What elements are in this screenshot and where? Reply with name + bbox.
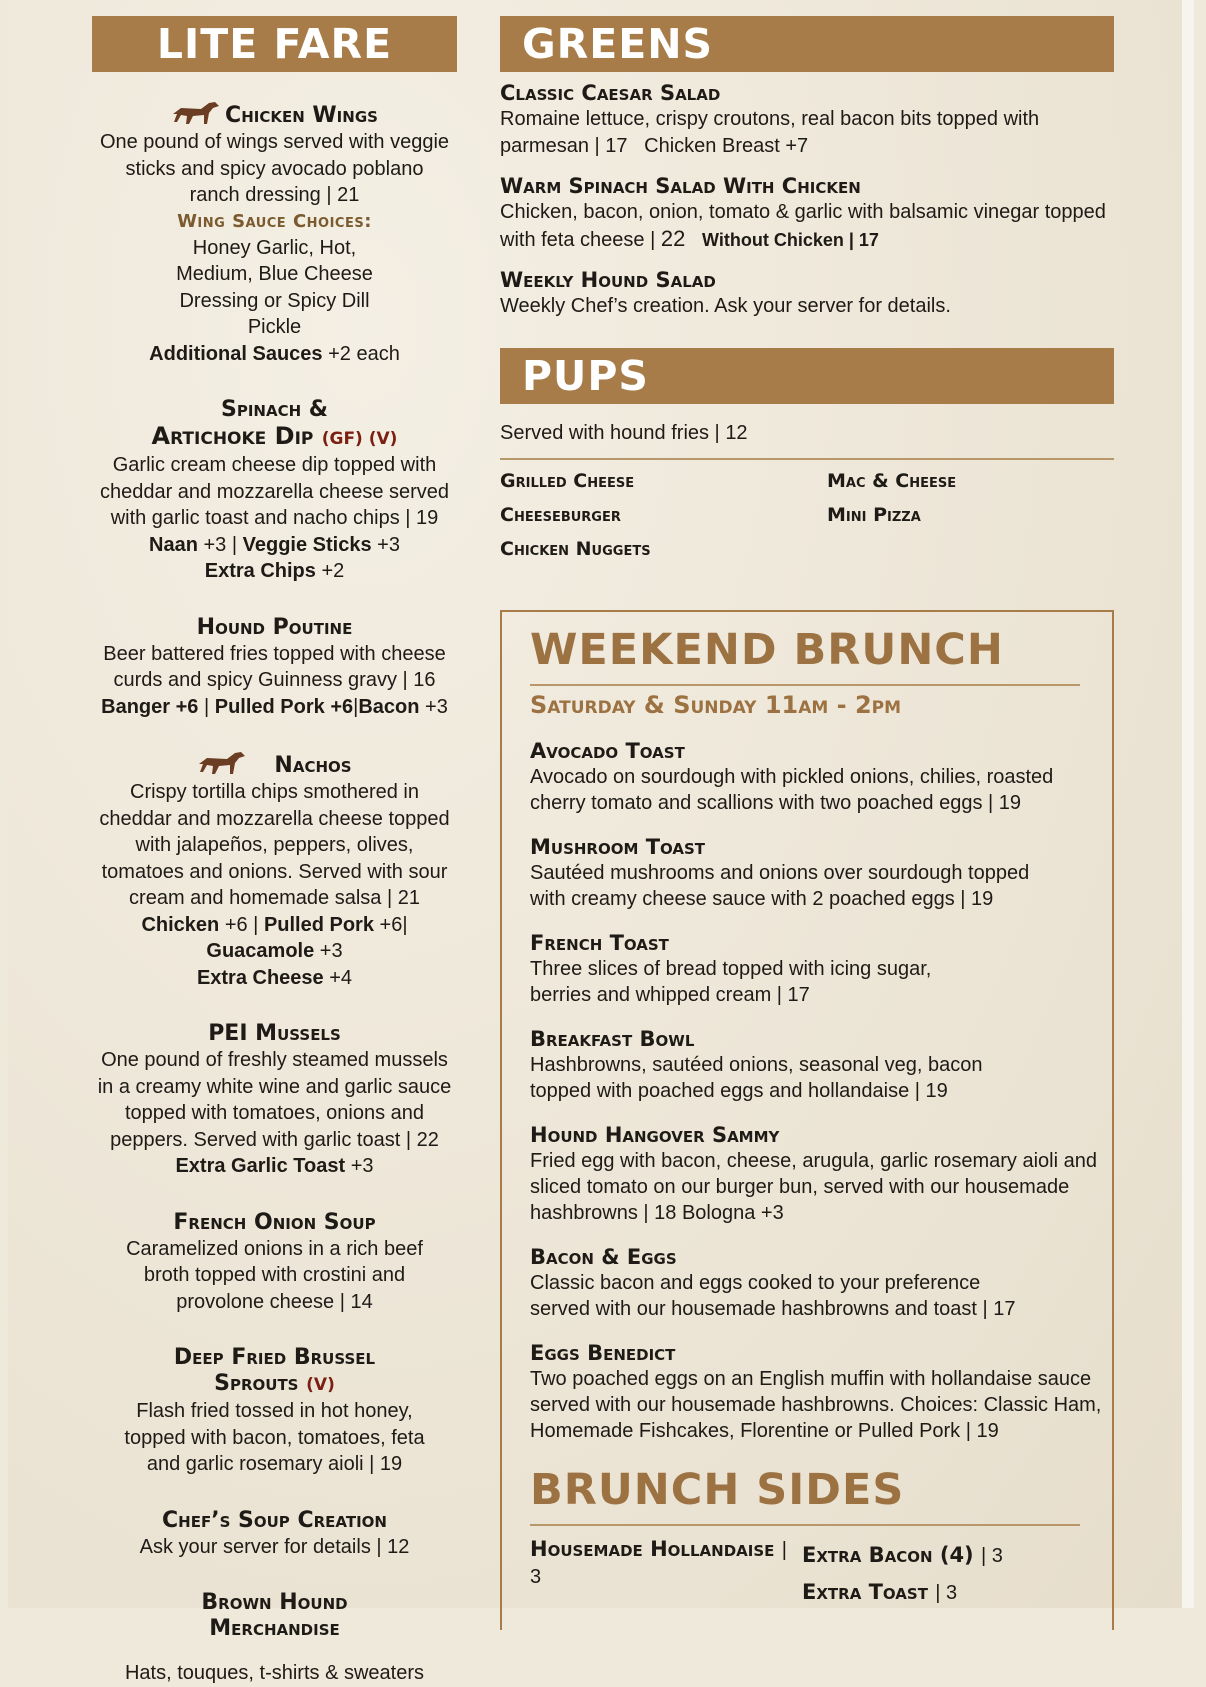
caesar-desc: Romaine lettuce, crispy croutons, real bacon bits topped with parmesan | 17	[500, 108, 1040, 157]
lite-fare-column	[92, 16, 457, 1687]
dog-icon	[197, 750, 247, 776]
garlic-toast-price: +3	[350, 1155, 374, 1177]
nachos-title: Nachos	[274, 753, 352, 778]
brunch-item-desc: Hashbrowns, sautéed onions, seasonal veg, bacon topped with poached eggs and hollandaise | 19	[530, 1054, 983, 1102]
brunch-item-title: Hound Hangover Sammy	[530, 1123, 780, 1147]
garlic-toast-label: Extra Garlic Toast	[175, 1155, 346, 1177]
merch-title-1: Brown Hound	[201, 1590, 348, 1615]
additional-sauces-label: Additional Sauces	[149, 342, 323, 365]
brunch-item	[530, 1122, 1112, 1226]
merch-desc: Hats, touques, t-shirts & sweaters	[124, 1662, 424, 1684]
additional-sauces-price: +2 each	[328, 342, 400, 365]
pulled-pork-label: Pulled Pork	[214, 695, 325, 718]
wing-sauce-heading: Wing Sauce Choices:	[177, 210, 372, 232]
onion-soup-desc: Caramelized onions in a rich beef broth topped with crostini and provolone cheese | 14	[126, 1237, 423, 1313]
brunch-item-desc: Avocado on sourdough with pickled onions, chilies, roasted cherry tomato and scallions with two poached eggs | 19	[530, 766, 1054, 814]
brunch-item-desc: Three slices of bread topped with icing sugar, berries and whipped cream | 17	[530, 958, 932, 1006]
chicken-wings-item	[92, 100, 457, 367]
naan-label: Naan	[149, 533, 198, 556]
brunch-item	[530, 1026, 1112, 1104]
spinach-salad-price: 22	[660, 225, 686, 251]
right-column	[500, 16, 1114, 1604]
pups-item: Grilled Cheese	[500, 469, 635, 492]
caesar-item	[500, 80, 1114, 159]
chicken-wings-desc: One pound of wings served with veggie sticks and spicy avocado poblano ranch dressing | 21	[99, 131, 450, 206]
side-item	[802, 1579, 1080, 1606]
veggie-sticks-price: +3	[377, 533, 400, 556]
soup-creation-title: Chef’s Soup Creation	[162, 1507, 387, 1533]
lite-fare-heading: LITE FARE	[92, 16, 457, 72]
mussels-desc: One pound of freshly steamed mussels in a creamy white wine and garlic sauce topped with tomatoes, onions and peppers. Served with garlic toast | 22	[97, 1049, 452, 1151]
spinach-dip-title-1: Spinach &	[221, 397, 328, 422]
brunch-item-title: Bacon & Eggs	[530, 1245, 677, 1269]
extra-chips-price: +2	[321, 560, 345, 582]
brunch-hours: Saturday & Sunday 11am - 2pm	[530, 691, 902, 719]
nachos-desc: Crispy tortilla chips smothered in cheddar and mozzarella cheese topped with jalapeños, peppers, olives, tomatoes and onions. Served with sour cream and homemade salsa | 21	[99, 781, 450, 909]
brunch-item-title: Eggs Benedict	[530, 1341, 676, 1365]
side-name: Extra Bacon (4)	[802, 1543, 974, 1567]
chicken-addon-price: +6	[224, 913, 248, 936]
side-name: Housemade Hollandaise	[530, 1537, 775, 1561]
extra-cheese-price: +4	[329, 966, 353, 989]
side-price: | 3	[935, 1582, 958, 1604]
mussels-item	[92, 1021, 457, 1180]
extra-chips-label: Extra Chips	[204, 560, 316, 582]
banger-label: Banger	[101, 695, 171, 718]
chicken-wings-title: Chicken Wings	[225, 103, 378, 128]
brussel-desc: Flash fried tossed in hot honey, topped with bacon, tomatoes, feta and garlic rosemary aioli | 19	[124, 1400, 425, 1475]
side-price: | 3	[980, 1545, 1003, 1567]
weekly-salad-title: Weekly Hound Salad	[500, 268, 716, 292]
spinach-dip-desc: Garlic cream cheese dip topped with cheddar and mozzarella cheese served with garlic toast and nacho chips | 19	[99, 454, 450, 529]
page-edge	[1182, 0, 1194, 1608]
bacon-price: +3	[425, 695, 448, 718]
weekly-salad-desc: Weekly Chef’s creation. Ask your server for details.	[500, 295, 951, 317]
without-chicken: Without Chicken | 17	[702, 229, 879, 250]
spinach-salad-desc: Chicken, bacon, onion, tomato & garlic with balsamic vinegar topped with feta cheese |	[500, 201, 1106, 251]
brunch-item-desc: Two poached eggs on an English muffin with hollandaise sauce served with our housemade hashbrowns. Choices: Classic Ham, Homemade Fishcakes, Florentine or Pulled Pork | 19	[530, 1368, 1102, 1442]
pups-intro: Served with hound fries | 12	[500, 420, 1114, 460]
pups-item: Chicken Nuggets	[500, 537, 651, 560]
side-column	[802, 1536, 1080, 1606]
brunch-item-desc: Sautéed mushrooms and onions over sourdough topped with creamy cheese sauce with 2 poached eggs | 19	[530, 862, 1030, 910]
brunch-item	[530, 738, 1112, 816]
veggie-sticks-label: Veggie Sticks	[242, 533, 372, 556]
chicken-addon-label: Chicken	[141, 913, 220, 936]
brunch-item-title: Breakfast Bowl	[530, 1027, 695, 1051]
brunch-item-title: Avocado Toast	[530, 739, 685, 763]
side-item	[802, 1542, 1080, 1569]
banger-price: +6	[175, 695, 199, 718]
brunch-item-desc: Classic bacon and eggs cooked to your preference served with our housemade hashbrowns and toast | 17	[530, 1272, 1016, 1320]
pups-list	[500, 468, 1114, 562]
side-name: Extra Toast	[802, 1580, 928, 1604]
brunch-item	[530, 1244, 1112, 1322]
poutine-item: Hound Poutine Beer battered fries topped with cheese curds and spicy Guinness gravy | 16 Banger +6 | Pulled Pork +6|Bacon +3	[92, 615, 457, 721]
bacon-label: Bacon	[358, 695, 420, 718]
caesar-addon: Chicken Breast +7	[644, 134, 809, 157]
brunch-item-desc: Fried egg with bacon, cheese, arugula, garlic rosemary aioli and sliced tomato on our burger bun, served with our housemade hashbrowns | 18 Bologna +3	[530, 1150, 1097, 1224]
soup-creation-item	[92, 1508, 457, 1561]
brunch-sides-heading: BRUNCH SIDES	[530, 1462, 1080, 1526]
greens-heading: GREENS	[500, 16, 1114, 72]
wing-sauce-list: Honey Garlic, Hot, Medium, Blue Cheese Dressing or Spicy Dill Pickle	[176, 236, 373, 338]
weekly-salad-item	[500, 267, 1114, 320]
side-price: | 3	[530, 1539, 787, 1588]
brunch-item-title: Mushroom Toast	[530, 835, 706, 859]
extra-cheese-label: Extra Cheese	[196, 966, 324, 989]
brunch-heading: WEEKEND BRUNCH	[530, 622, 1080, 686]
poutine-desc: Beer battered fries topped with cheese curds and spicy Guinness gravy | 16	[103, 642, 446, 691]
nachos-pork-label: Pulled Pork	[263, 913, 374, 936]
merch-title-2: Merchandise	[209, 1616, 340, 1641]
pulled-pork-price: +6	[330, 695, 354, 718]
caesar-title: Classic Caesar Salad	[500, 81, 721, 105]
pups-heading: PUPS	[500, 348, 1114, 404]
spinach-dip-item: Spinach & Artichoke Dip (GF) (V) Garlic cream cheese dip topped with cheddar and mozzarella cheese served with garlic toast and nacho chips | 19 Naan +3 | Veggie Sticks +3 Extra Chips +2	[92, 397, 457, 585]
pups-item: Cheeseburger	[500, 503, 621, 526]
pups-item: Mac & Cheese	[827, 469, 957, 492]
nachos-pork-price: +6	[379, 913, 403, 936]
mussels-title: PEI Mussels	[208, 1021, 341, 1046]
brussel-title-1: Deep Fried Brussel	[173, 1345, 376, 1370]
naan-price: +3	[203, 533, 227, 556]
brunch-sides-list	[530, 1536, 1112, 1606]
spinach-salad-title: Warm Spinach Salad With Chicken	[500, 174, 861, 198]
onion-soup-title: French Onion Soup	[173, 1209, 376, 1235]
side-item	[530, 1536, 802, 1606]
pups-item: Mini Pizza	[827, 503, 921, 526]
merch-item	[92, 1590, 457, 1687]
dog-icon	[171, 100, 221, 126]
brussel-tag: (V)	[306, 1375, 335, 1395]
brunch-item-title: French Toast	[530, 931, 669, 955]
spinach-salad-item	[500, 173, 1114, 253]
brunch-item	[530, 834, 1112, 912]
poutine-title: Hound Poutine	[196, 614, 353, 640]
spinach-dip-title-2: Artichoke Dip	[151, 422, 314, 450]
guacamole-label: Guacamole	[206, 940, 315, 962]
onion-soup-item	[92, 1210, 457, 1316]
guacamole-price: +3	[319, 940, 343, 962]
brunch-item	[530, 930, 1112, 1008]
nachos-item: Nachos Crispy tortilla chips smothered in cheddar and mozzarella cheese topped with jalapeños, peppers, olives, tomatoes and onions. Served with sour cream and homemade salsa | 21 Chicken +6 | Pulled Pork +6| Guacamole +3 Extra Cheese +4	[92, 750, 457, 991]
brussel-item	[92, 1345, 457, 1478]
brunch-box	[500, 610, 1114, 1630]
brunch-item	[530, 1340, 1112, 1444]
soup-creation-desc: Ask your server for details | 12	[139, 1535, 410, 1558]
spinach-dip-tags: (GF) (V)	[321, 429, 398, 449]
brussel-title-2: Sprouts	[214, 1371, 299, 1396]
